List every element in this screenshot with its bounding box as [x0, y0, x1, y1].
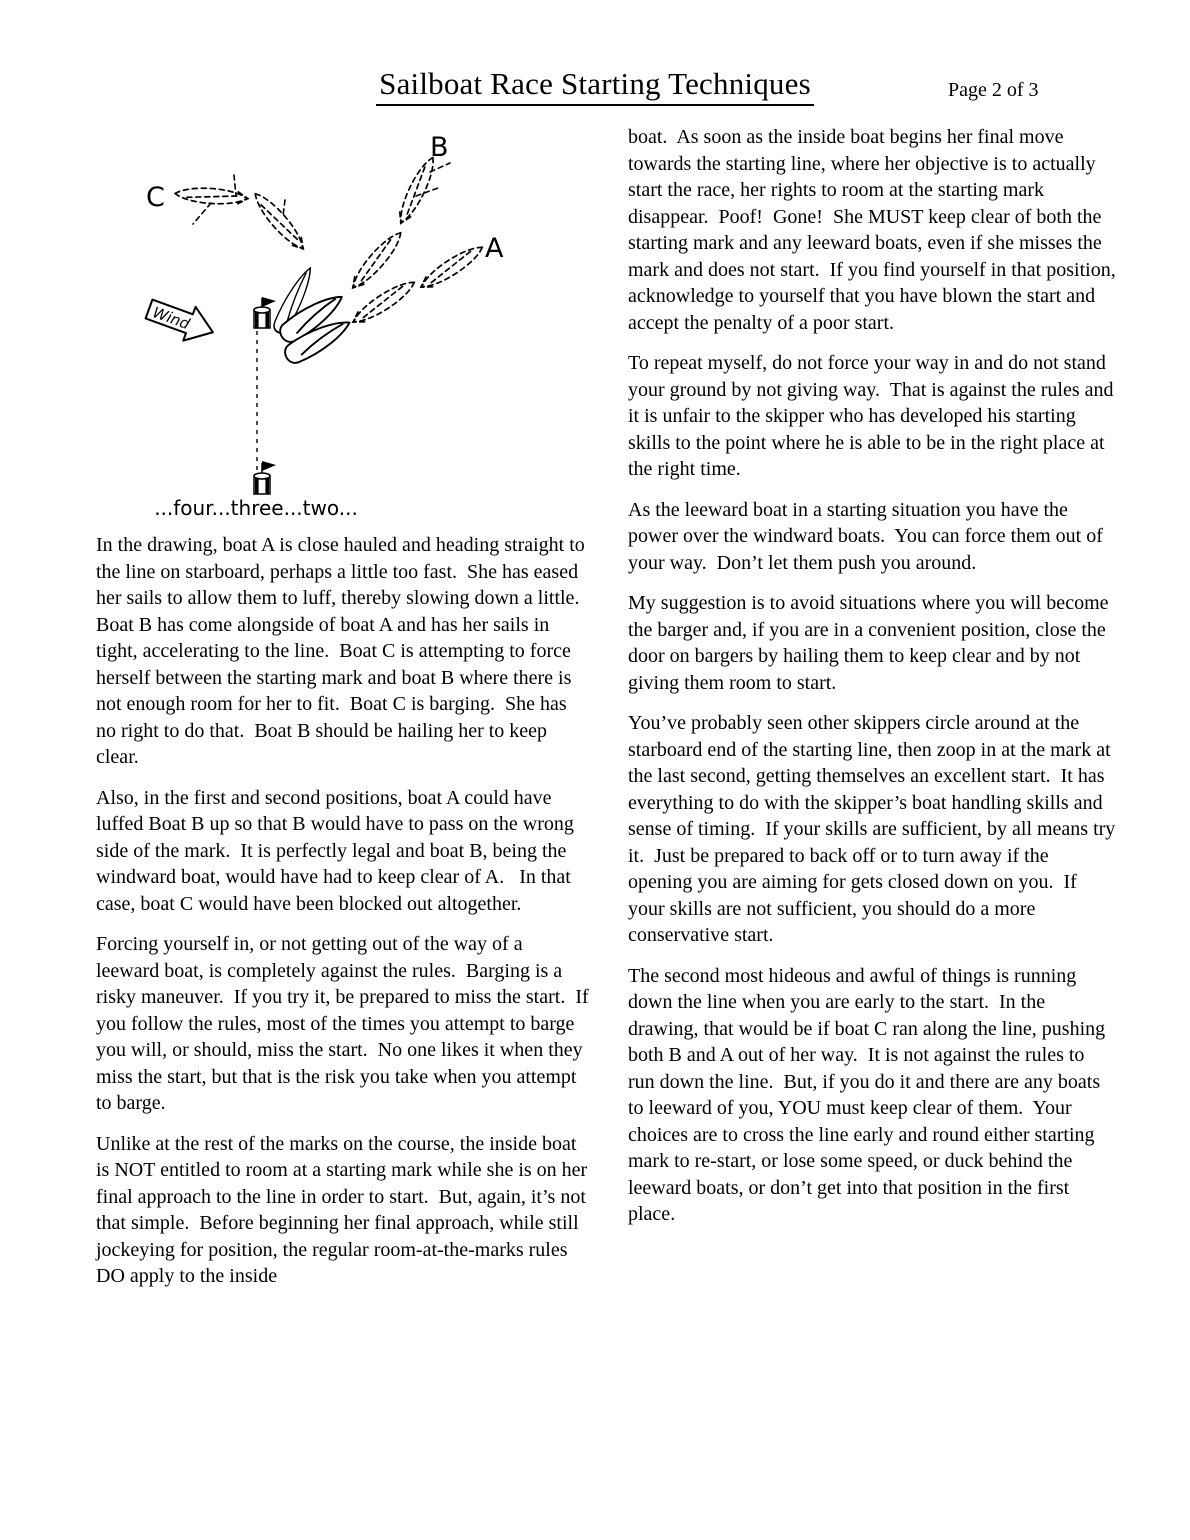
paragraph: My suggestion is to avoid situations where you will become the barger and, if you are in a convenient position, close the door on bargers by hailing them to keep clear and by not giving them room to start. — [628, 592, 1114, 694]
paragraph: The second most hideous and awful of things is running down the line when you are early to the start. In the drawing, that would be if boat C ran along the line, pushing both B and A out of her way. It is not against the rules to run down the line. But, if you do it and there are any boats to leeward of you, YOU must keep clear of them. Your choices are to cross the line early and round either starting mark to re-start, or lose some speed, or duck behind the leeward boats, or don’t get into that position in the first place. — [628, 964, 1111, 1225]
boat-c-mast-line — [234, 175, 236, 196]
paragraph: As the leeward boat in a starting situation you have the power over the windward boats. You can force them out of your way. Don’t let them push you around. — [628, 498, 1108, 574]
boat-c-boom-line — [193, 203, 211, 224]
left-column — [96, 532, 594, 1304]
starting-mark-bottom — [254, 461, 276, 494]
starting-mark-top — [254, 297, 276, 328]
paragraph: In the drawing, boat A is close hauled and heading straight to the line on starboard, perhaps a little too fast. She has eased her sails to allow them to luff, thereby slowing down a little. Boat B has come alongside of boat A and has her sails in tight, accelerating to the line. Boat C is attempting to force herself between the starting mark and boat B where there is not enough room for her to fit. Boat C is barging. She has no right to do that. Boat B should be hailing her to keep clear. — [96, 534, 590, 768]
countdown-text: ...four...three...two... — [154, 496, 358, 520]
boat-c-ghost-2 — [250, 189, 309, 254]
boat-label-c: C — [146, 182, 165, 213]
page-title: Sailboat Race Starting Techniques — [376, 66, 814, 106]
boat-c2-mast-line — [283, 200, 285, 216]
paragraph: To repeat myself, do not force your way in and do not stand your ground by not giving way. That is against the rules and it is unfair to the skipper who has developed his starting skills to the point where he is able to be in the right place at the right time. — [628, 352, 1119, 480]
start-line-diagram — [90, 118, 550, 530]
boat-b-rig-line-2 — [416, 188, 438, 196]
boat-b-ghost-2 — [347, 228, 406, 293]
paragraph: Unlike at the rest of the marks on the course, the inside boat is NOT entitled to room at a starting mark while she is on her final approach to the line in order to start. But, again, it’s not that simple. Before beginning her final approach, while still jockeying for position, the regular room-at-the-marks rules DO apply to the inside — [96, 1132, 593, 1287]
wind-label: Wind — [150, 303, 193, 334]
mark-flag-icon — [262, 461, 276, 471]
paragraph: boat. As soon as the inside boat begins her final move towards the starting line, where her objective is to actually start the race, her rights to room at the starting mark disappear. Poof! Gone! She MUST keep clear of both the starting mark and any leeward boats, even if she misses the mark and does not start. If you find yourself in that position, acknowledge to yourself that you have blown the start and accept the penalty of a poor start. — [628, 126, 1121, 334]
boat-label-b: B — [430, 132, 449, 163]
paragraph: Forcing yourself in, or not getting out of the way of a leeward boat, is completely against the rules. Barging is a risky maneuver. If you try it, be prepared to miss the start. If you follow the rules, most of the times you attempt to barge you will, or should, miss the start. No one likes it when they miss the start, but that is the risk you take when you attempt to barge. — [96, 933, 594, 1114]
paragraph: Also, in the first and second positions, boat A could have luffed Boat B up so that B would have to pass on the wrong side of the mark. It is perfectly legal and boat B, being the windward boat, would have had to keep clear of A. In that case, boat C would have been blocked out altogether. — [96, 786, 579, 915]
mark-flag-icon — [262, 297, 276, 307]
paragraph: You’ve probably seen other skippers circle around at the starboard end of the starting line, then zoop in at the mark at the last second, getting themselves an excellent start. It has everything to do with the skipper’s boat handling skills and sense of timing. If your skills are sufficient, by all means try it. Just be prepared to back off or to turn away if the opening you are aiming for gets closed down on you. If your skills are not sufficient, you should do a more conservative start. — [628, 712, 1121, 946]
wind-arrow — [143, 292, 219, 349]
right-column — [628, 124, 1121, 1242]
page-number: Page 2 of 3 — [948, 79, 1039, 101]
boat-a-ghost-1 — [417, 241, 486, 293]
boat-label-a: A — [485, 233, 504, 264]
